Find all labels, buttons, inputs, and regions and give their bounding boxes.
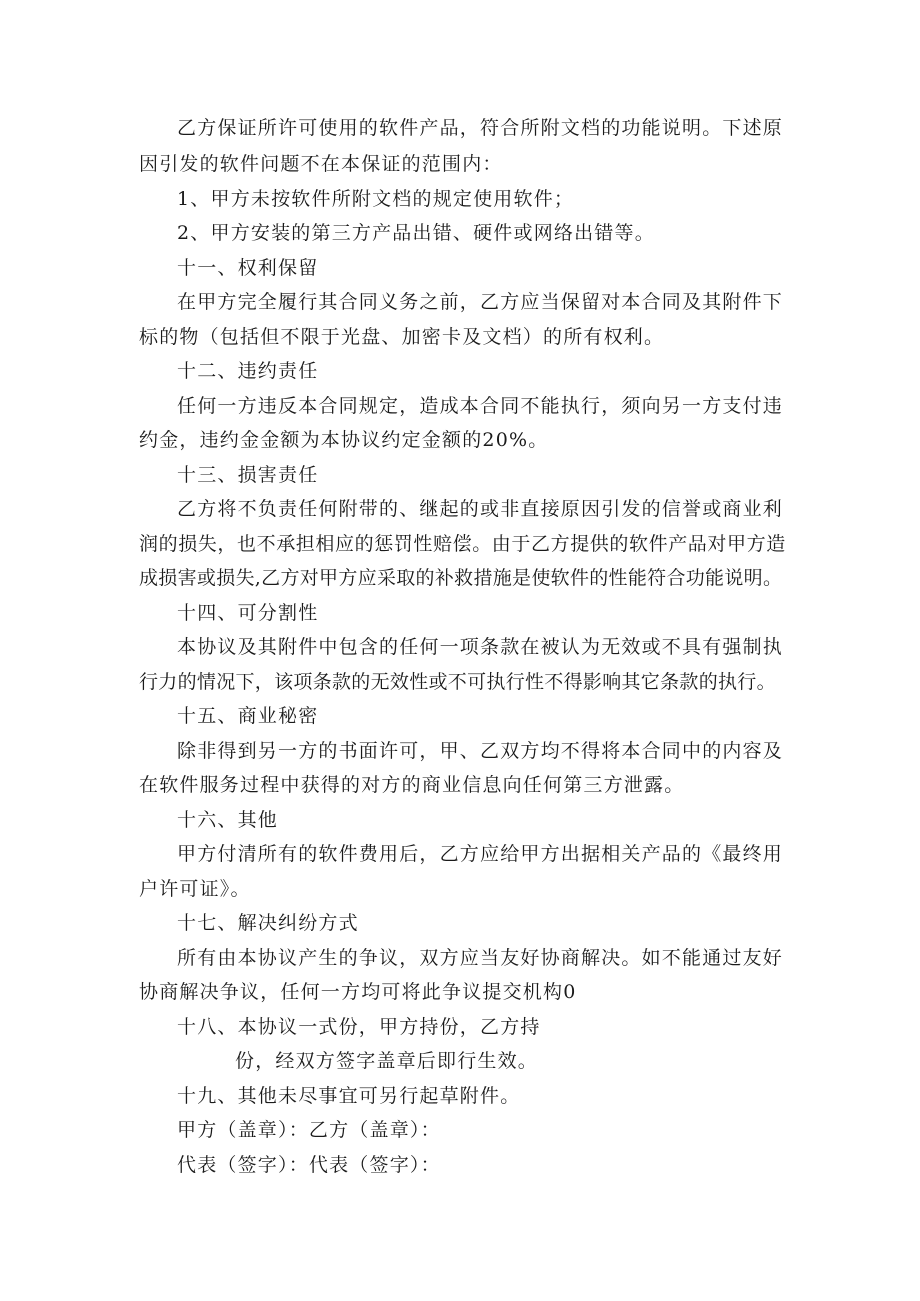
section-heading: 十二、违约责任 xyxy=(177,360,319,382)
paragraph-line: 在软件服务过程中获得的对方的商业信息向任何第三方泄露。 xyxy=(139,774,685,796)
section-heading: 十八、本协议一式份，甲方持份，乙方持 xyxy=(177,1016,541,1038)
paragraph-line: 成损害或损失,乙方对甲方应采取的补救措施是使软件的性能符合功能说明。 xyxy=(139,567,783,589)
section-heading: 十四、可分割性 xyxy=(177,602,319,624)
paragraph-line: 协商解决争议，任何一方均可将此争议提交机构0 xyxy=(139,981,577,1003)
section-heading: 十六、其他 xyxy=(177,809,279,831)
section-heading: 十七、解决纠纷方式 xyxy=(177,912,359,934)
list-item: 2、甲方安装的第三方产品出错、硬件或网络出错等。 xyxy=(177,222,655,244)
paragraph-line: 户许可证》。 xyxy=(139,878,251,900)
paragraph-line: 因引发的软件问题不在本保证的范围内： xyxy=(139,153,503,175)
paragraph-line: 甲方付清所有的软件费用后，乙方应给甲方出据相关产品的《最终用 xyxy=(177,843,784,865)
paragraph-line: 份，经双方签字盖章后即行生效。 xyxy=(235,1050,539,1072)
paragraph-line: 任何一方违反本合同规定，造成本合同不能执行，须向另一方支付违 xyxy=(177,395,784,417)
list-item: 1、甲方未按软件所附文档的规定使用软件； xyxy=(177,188,575,210)
section-heading: 十一、权利保留 xyxy=(177,257,319,279)
paragraph-line: 除非得到另一方的书面许可，甲、乙双方均不得将本合同中的内容及 xyxy=(177,740,784,762)
paragraph-line: 润的损失，也不承担相应的惩罚性赔偿。由于乙方提供的软件产品对甲方造 xyxy=(139,533,786,555)
paragraph-line: 在甲方完全履行其合同义务之前，乙方应当保留对本合同及其附件下 xyxy=(177,291,784,313)
paragraph-line: 标的物（包括但不限于光盘、加密卡及文档）的所有权利。 xyxy=(139,326,665,348)
paragraph-line: 本协议及其附件中包含的任何一项条款在被认为无效或不具有强制执 xyxy=(177,636,784,658)
paragraph-line: 约金，违约金金额为本协议约定金额的20%。 xyxy=(139,429,549,451)
paragraph-line: 行力的情况下，该项条款的无效性或不可执行性不得影响其它条款的执行。 xyxy=(139,671,776,693)
signature-line-seal: 甲方（盖章）：乙方（盖章）： xyxy=(177,1119,441,1141)
signature-line-representative: 代表（签字）：代表（签字）： xyxy=(177,1154,441,1176)
paragraph-line: 乙方将不负责任何附带的、继起的或非直接原因引发的信誉或商业利 xyxy=(177,498,784,520)
section-heading: 十三、损害责任 xyxy=(177,464,319,486)
section-heading: 十五、商业秘密 xyxy=(177,705,319,727)
paragraph-line: 所有由本协议产生的争议，双方应当友好协商解决。如不能通过友好 xyxy=(177,947,784,969)
section-heading: 十九、其他未尽事宜可另行起草附件。 xyxy=(177,1085,521,1107)
paragraph-line: 乙方保证所许可使用的软件产品，符合所附文档的功能说明。下述原 xyxy=(177,117,784,139)
